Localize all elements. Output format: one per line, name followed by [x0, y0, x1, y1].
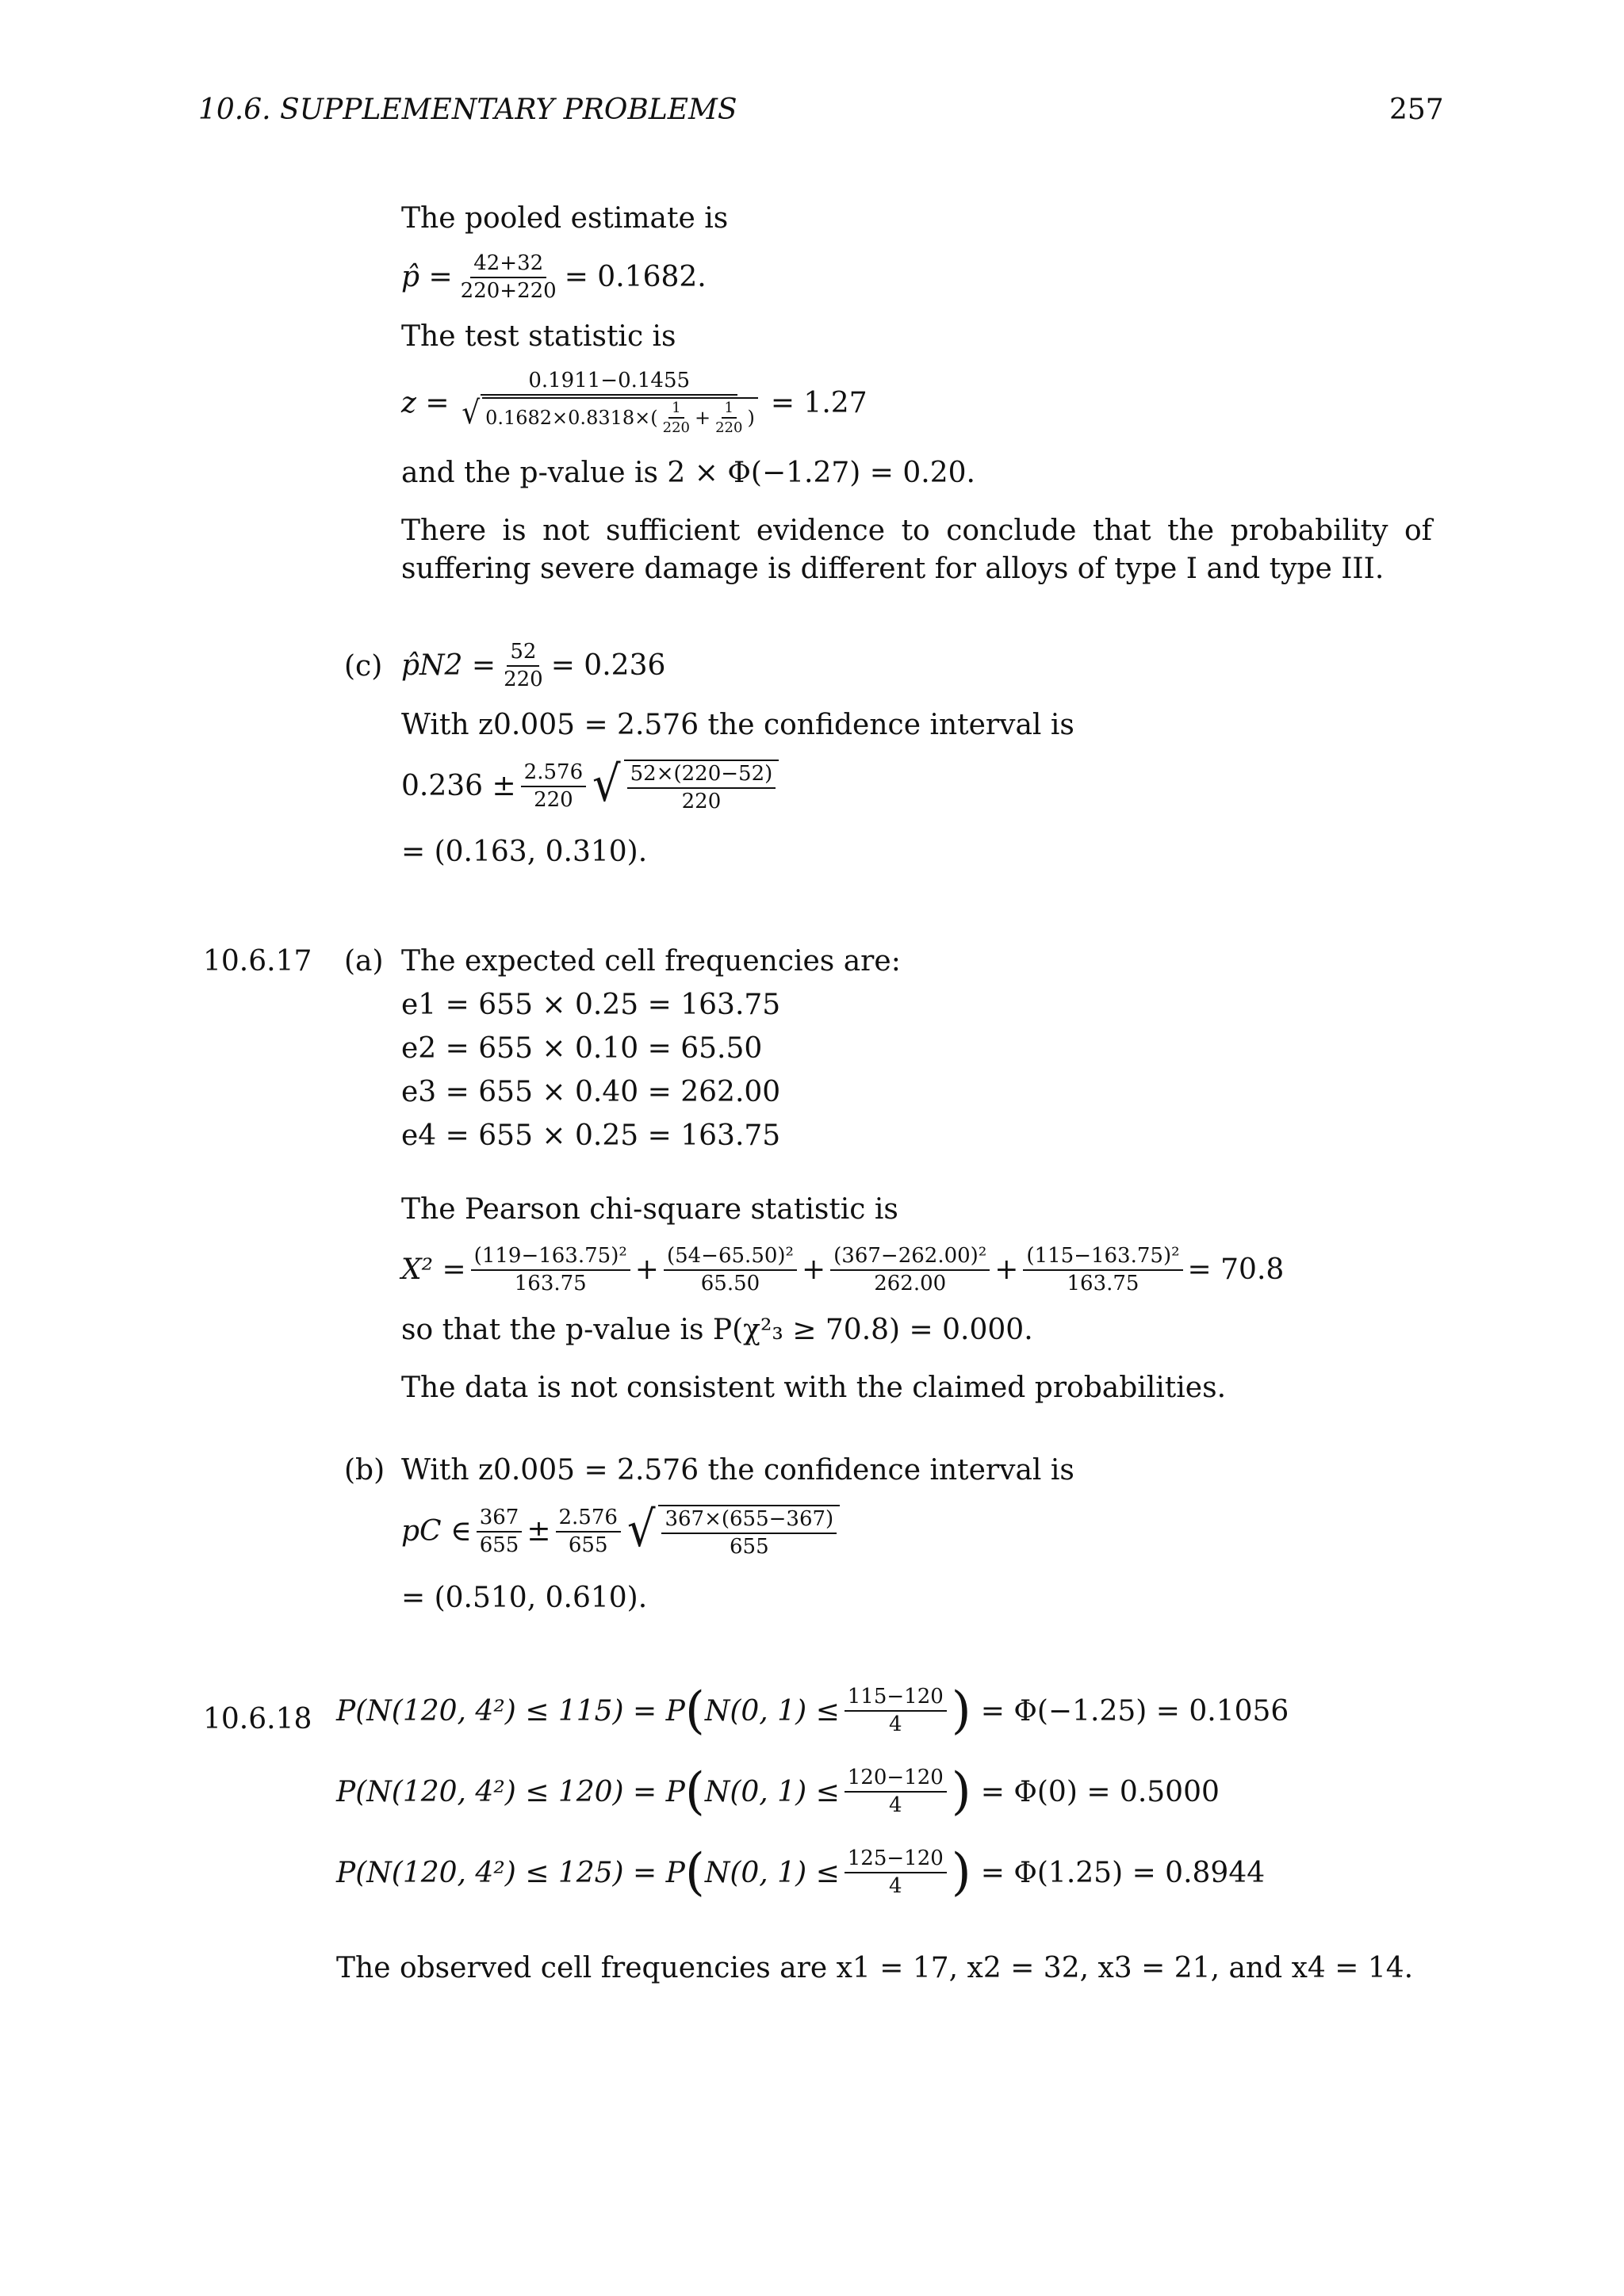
observed-frequencies: The observed cell frequencies are x1 = 17, x2 = 32, x3 = 21, and x4 = 14.	[336, 1952, 1414, 1984]
part-b-sqrt: √ $\frac{367\times(655-367)}{655}$	[626, 1505, 840, 1558]
chi-conclusion: The data is not consistent with the claimed probabilities.	[401, 1372, 1227, 1404]
part-c-label: (c)	[344, 650, 383, 683]
expected-e4: e4 = 655 × 0.25 = 163.75	[401, 1119, 781, 1152]
pooled-text: The pooled estimate is	[401, 202, 729, 235]
part-c-ci-equation: 0.236 ± $\frac{2.576}{220}$ √ $\frac{52\times(220-52)}{220}$	[401, 760, 779, 813]
phat-fraction: $\frac{42+32}{220+220}$	[460, 251, 557, 303]
conclusion-b: There is not sufficient evidence to conclude that the probability of suffering severe damage is different for alloys of type I and type III.	[401, 515, 1432, 585]
problem-17-number: 10.6.17	[203, 945, 312, 978]
expected-e2: e2 = 655 × 0.10 = 65.50	[401, 1032, 763, 1065]
page-number: 257	[1389, 94, 1444, 126]
part-b-label: (b)	[344, 1454, 385, 1487]
part-c-fraction: $\frac{52}{220}$	[504, 640, 543, 691]
z-lhs: z =	[401, 386, 450, 419]
pvalue-text: and the p-value is 2 × Φ(−1.27) = 0.20.	[401, 457, 975, 489]
chi-square-equation: X² = $\frac{\text{(119−163.75)²}}{163.75}$ + $\frac{\text{(54−65.50)²}}{65.50}$ + $\frac{\text{(367−262.00)²}}{262.00}$ + $\frac{\text{(115−163.75)²}}{163.75}$ = 70.8	[401, 1244, 1285, 1295]
part-c-sqrt: √ $\frac{52\times(220-52)}{220}$	[591, 760, 779, 813]
running-title: 10.6. SUPPLEMENTARY PROBLEMS	[198, 94, 737, 126]
part-b-with-text: With z0.005 = 2.576 the confidence interval is	[401, 1454, 1074, 1487]
part-c-with-text: With z0.005 = 2.576 the confidence interval is	[401, 709, 1074, 741]
normal-prob-line-2: P(N(120, 4²) ≤ 120) = P ( N(0, 1) ≤ $\frac{120-120}{4}$ ) = Φ(0) = 0.5000	[336, 1762, 1220, 1821]
z-equation	[401, 369, 868, 436]
phat-lhs: p̂ =	[401, 261, 453, 294]
test-statistic-text: The test statistic is	[401, 320, 676, 353]
part-a-label: (a)	[344, 945, 384, 978]
normal-prob-line-1: P(N(120, 4²) ≤ 115) = P ( N(0, 1) ≤ $\frac{115-120}{4}$ ) = Φ(−1.25) = 0.1056	[336, 1682, 1289, 1740]
part-c-equation: p̂N2 = $\frac{52}{220}$ = 0.236	[401, 640, 666, 691]
pearson-text: The Pearson chi-square statistic is	[401, 1193, 898, 1226]
part-b-result: = (0.510, 0.610).	[401, 1582, 648, 1614]
z-sqrt: √ 0.1682×0.8318× ( $\frac{1}{220}$ + $\frac{1}{220}$ )	[461, 397, 758, 437]
chi-term-2: $\frac{\text{(54−65.50)²}}{65.50}$	[664, 1245, 797, 1295]
expected-e3: e3 = 655 × 0.40 = 262.00	[401, 1076, 781, 1108]
pooled-equation	[401, 252, 707, 302]
phat-rhs: = 0.1682.	[564, 261, 707, 294]
problem-18-number: 10.6.18	[203, 1703, 312, 1735]
chi-term-1: $\frac{\text{(119−163.75)²}}{163.75}$	[471, 1245, 630, 1295]
chi-pvalue-text: so that the p-value is P(χ²₃ ≥ 70.8) = 0.000.	[401, 1314, 1033, 1346]
part-c-result: = (0.163, 0.310).	[401, 836, 648, 868]
expected-e1: e1 = 655 × 0.25 = 163.75	[401, 989, 781, 1021]
normal-prob-line-3: P(N(120, 4²) ≤ 125) = P ( N(0, 1) ≤ $\frac{125-120}{4}$ ) = Φ(1.25) = 0.8944	[336, 1843, 1266, 1902]
z-fraction: 0.1911−0.1455 √ 0.1682×0.8318× ( $\frac{1}{220}$ + $\frac{1}{220}$ )	[458, 369, 761, 436]
chi-term-3: $\frac{\text{(367−262.00)²}}{262.00}$	[830, 1245, 990, 1295]
chi-term-4: $\frac{\text{(115−163.75)²}}{163.75}$	[1023, 1245, 1182, 1295]
part-b-ci-equation: pC ∈ $\frac{367}{655}$ ± $\frac{2.576}{655}$ √ $\frac{367\times(655-367)}{655}$	[401, 1505, 840, 1558]
expected-intro: The expected cell frequencies are:	[401, 945, 901, 978]
z-rhs: = 1.27	[770, 386, 868, 419]
